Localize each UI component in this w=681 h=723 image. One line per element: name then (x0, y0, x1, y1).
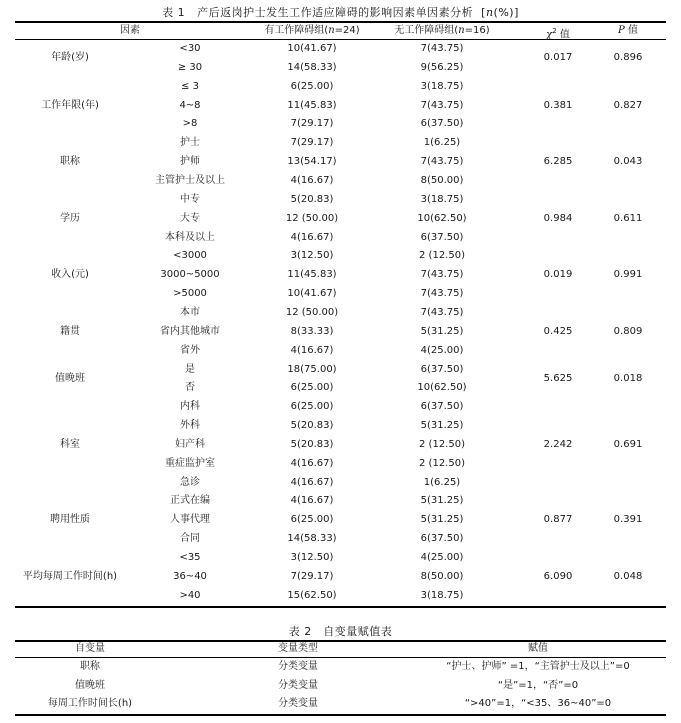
factor-level: 主管护士及以上 (155, 175, 225, 186)
factor-level: 内科 (180, 401, 200, 413)
table-1-caption-text: 产后返岗护士发生工作适应障碍的影响因素单因素分析 (197, 6, 474, 19)
with-group-count: 4(16.67) (290, 344, 334, 356)
chi-square-value: 2.242 (543, 438, 573, 450)
factor-name: 年龄(岁) (51, 52, 89, 64)
with-group-count: 7(29.17) (290, 137, 334, 149)
factor-level: 否 (185, 382, 195, 394)
t2-header-type: 变量类型 (278, 643, 318, 654)
without-group-count: 8(50.00) (420, 570, 464, 582)
header-with-group-prefix: 有工作障碍组( (264, 25, 329, 36)
factor-level: 正式在编 (170, 495, 210, 507)
factor-name: 平均每周工作时间(h) (22, 570, 118, 582)
without-group-count: 7(43.75) (420, 99, 464, 111)
without-group-count: 10(62.50) (417, 382, 467, 394)
without-group-count: 6(37.50) (420, 118, 464, 130)
factor-name: 籍贯 (60, 325, 80, 337)
factor-level: >8 (182, 118, 198, 130)
with-group-count: 3(12.50) (290, 552, 334, 563)
without-group-count: 3(18.75) (420, 589, 464, 601)
factor-level: 重症监护室 (165, 457, 215, 469)
header-p-symbol: P (618, 25, 625, 36)
factor-level: 36~40 (173, 570, 207, 582)
without-group-count: 9(56.25) (420, 61, 464, 73)
factor-level: >5000 (173, 288, 207, 300)
table-1-caption-unit-close: (%)] (493, 6, 519, 19)
header-with-group-suffix: =24) (334, 25, 360, 36)
header-factor: 因素 (120, 25, 140, 36)
with-group-count: 6(25.00) (290, 382, 334, 394)
chi-square-value: 0.019 (543, 269, 573, 281)
chi-square-value: 0.381 (543, 99, 573, 111)
p-value: 0.827 (613, 99, 643, 111)
table-2-header-rule (15, 657, 666, 658)
with-group-count: 5(20.83) (290, 420, 334, 431)
t2-variable: 职称 (80, 661, 100, 672)
header-without-group-suffix: =16) (464, 25, 490, 36)
factor-level: 急诊 (180, 476, 200, 488)
t2-variable-type: 分类变量 (278, 661, 318, 672)
with-group-count: 4(16.67) (290, 175, 334, 186)
without-group-count: 6(37.50) (420, 401, 464, 413)
t2-assignment: “>40”=1，“<35、36~40”=0 (464, 698, 612, 709)
t2-variable: 每周工作时间长(h) (47, 698, 133, 709)
chi-square-value: 0.425 (543, 325, 573, 337)
with-group-count: 11(45.83) (287, 269, 337, 281)
chi-square-value: 0.877 (543, 514, 573, 526)
factor-name: 学历 (60, 212, 80, 224)
t2-header-variable: 自变量 (75, 643, 105, 654)
without-group-count: 4(25.00) (420, 552, 464, 563)
table-2-top-rule (15, 640, 666, 642)
factor-level: 本市 (180, 306, 200, 318)
factor-level: <3000 (173, 250, 207, 262)
header-without-group-prefix: 无工作障碍组( (394, 25, 459, 36)
p-value: 0.896 (613, 52, 643, 64)
factor-level: ≥ 30 (177, 61, 203, 73)
t2-variable-type: 分类变量 (278, 698, 318, 709)
with-group-count: 8(33.33) (290, 325, 334, 337)
factor-level: <30 (179, 43, 201, 54)
with-group-count: 10(41.67) (287, 43, 337, 54)
without-group-count: 5(31.25) (420, 325, 464, 337)
factor-level: 妇产科 (175, 438, 205, 450)
chi-square-value: 0.984 (543, 212, 573, 224)
factor-level: 护士 (180, 137, 200, 149)
with-group-count: 15(62.50) (287, 589, 337, 601)
with-group-count: 10(41.67) (287, 288, 337, 300)
factor-name: 值晚班 (55, 372, 85, 384)
with-group-count: 14(58.33) (287, 61, 337, 73)
with-group-count: 12 (50.00) (285, 306, 339, 318)
table-1-top-rule (15, 21, 666, 23)
factor-level: 合同 (180, 533, 200, 545)
table-1-caption-unit-n: n (485, 6, 494, 19)
with-group-count: 13(54.17) (287, 156, 337, 168)
with-group-count: 5(20.83) (290, 438, 334, 450)
with-group-count: 5(20.83) (290, 193, 334, 205)
factor-level: 3000~5000 (160, 269, 220, 281)
with-group-count: 7(29.17) (290, 570, 334, 582)
without-group-count: 6(37.50) (420, 533, 464, 545)
without-group-count: 2 (12.50) (419, 250, 465, 262)
without-group-count: 5(31.25) (420, 420, 464, 431)
without-group-count: 6(37.50) (420, 363, 464, 375)
without-group-count: 7(43.75) (420, 288, 464, 300)
factor-level: 省内其他城市 (160, 325, 220, 337)
p-value: 0.611 (613, 212, 643, 224)
with-group-count: 6(25.00) (290, 401, 334, 413)
without-group-count: 10(62.50) (417, 212, 467, 224)
p-value: 0.043 (613, 156, 643, 168)
factor-name: 聘用性质 (50, 514, 90, 526)
factor-level: >40 (179, 589, 201, 601)
with-group-count: 3(12.50) (290, 250, 334, 262)
p-value: 0.391 (613, 514, 643, 526)
without-group-count: 7(43.75) (420, 156, 464, 168)
without-group-count: 1(6.25) (423, 476, 461, 488)
without-group-count: 3(18.75) (420, 80, 464, 92)
chi-square-value: 0.017 (543, 52, 573, 64)
without-group-count: 3(18.75) (420, 193, 464, 205)
factor-level: ≤ 3 (181, 80, 199, 92)
table-1-caption-unit-open: [ (481, 6, 486, 19)
factor-level: 中专 (180, 193, 200, 205)
header-without-group (394, 24, 489, 38)
header-chi-symbol: χ (546, 29, 553, 41)
header-with-group-n: n (328, 25, 335, 36)
t2-header-assignment: 赋值 (528, 643, 548, 654)
factor-name: 科室 (60, 438, 80, 450)
table-1-caption-prefix: 表 1 (162, 6, 186, 19)
with-group-count: 7(29.17) (290, 118, 334, 130)
chi-square-value: 5.625 (543, 372, 573, 384)
without-group-count: 8(50.00) (420, 175, 464, 186)
p-value: 0.048 (613, 570, 643, 582)
with-group-count: 4(16.67) (290, 457, 334, 469)
p-value: 0.018 (613, 372, 643, 384)
with-group-count: 4(16.67) (290, 476, 334, 488)
without-group-count: 5(31.25) (420, 495, 464, 507)
p-value: 0.991 (613, 269, 643, 281)
factor-name: 工作年限(年) (41, 99, 99, 111)
t2-assignment: “是”=1，“否”=0 (497, 679, 579, 691)
factor-level: 4~8 (179, 99, 201, 111)
factor-level: 本科及以上 (165, 231, 215, 243)
with-group-count: 6(25.00) (290, 80, 334, 92)
without-group-count: 4(25.00) (420, 344, 464, 356)
header-chi-sup: 2 (552, 27, 557, 35)
header-chi-suffix: 值 (559, 29, 570, 41)
p-value: 0.691 (613, 438, 643, 450)
with-group-count: 6(25.00) (290, 514, 334, 526)
header-p-suffix: 值 (627, 25, 638, 36)
factor-level: 外科 (180, 420, 200, 431)
with-group-count: 12 (50.00) (285, 212, 339, 224)
header-p-value (618, 24, 638, 38)
factor-level: <35 (179, 552, 201, 563)
with-group-count: 14(58.33) (287, 533, 337, 545)
without-group-count: 7(43.75) (420, 306, 464, 318)
t2-variable-type: 分类变量 (278, 679, 318, 691)
t2-variable: 值晚班 (75, 679, 105, 691)
with-group-count: 11(45.83) (287, 99, 337, 111)
factor-level: 大专 (180, 212, 200, 224)
table-1-caption (0, 4, 681, 20)
without-group-count: 7(43.75) (420, 43, 464, 54)
factor-level: 护师 (180, 156, 200, 168)
factor-name: 职称 (60, 156, 80, 168)
chi-square-value: 6.090 (543, 570, 573, 582)
header-with-group (264, 24, 359, 38)
p-value: 0.809 (613, 325, 643, 337)
with-group-count: 4(16.67) (290, 495, 334, 507)
factor-level: 省外 (180, 344, 200, 356)
table-2-bottom-rule (15, 714, 666, 716)
header-without-group-n: n (458, 25, 465, 36)
t2-assignment: “护士、护师” =1，“主管护士及以上”=0 (446, 661, 630, 672)
without-group-count: 2 (12.50) (419, 438, 465, 450)
factor-name: 收入(元) (51, 269, 89, 281)
without-group-count: 5(31.25) (420, 514, 464, 526)
without-group-count: 7(43.75) (420, 269, 464, 281)
with-group-count: 18(75.00) (287, 363, 337, 375)
factor-level: 是 (185, 363, 195, 375)
table-1-bottom-rule (15, 606, 666, 608)
factor-level: 人事代理 (170, 514, 210, 526)
with-group-count: 4(16.67) (290, 231, 334, 243)
without-group-count: 6(37.50) (420, 231, 464, 243)
without-group-count: 1(6.25) (423, 137, 461, 149)
without-group-count: 2 (12.50) (419, 457, 465, 469)
chi-square-value: 6.285 (543, 156, 573, 168)
header-chi-square (546, 24, 570, 42)
table-2-caption: 表 2 自变量赋值表 (288, 625, 393, 638)
